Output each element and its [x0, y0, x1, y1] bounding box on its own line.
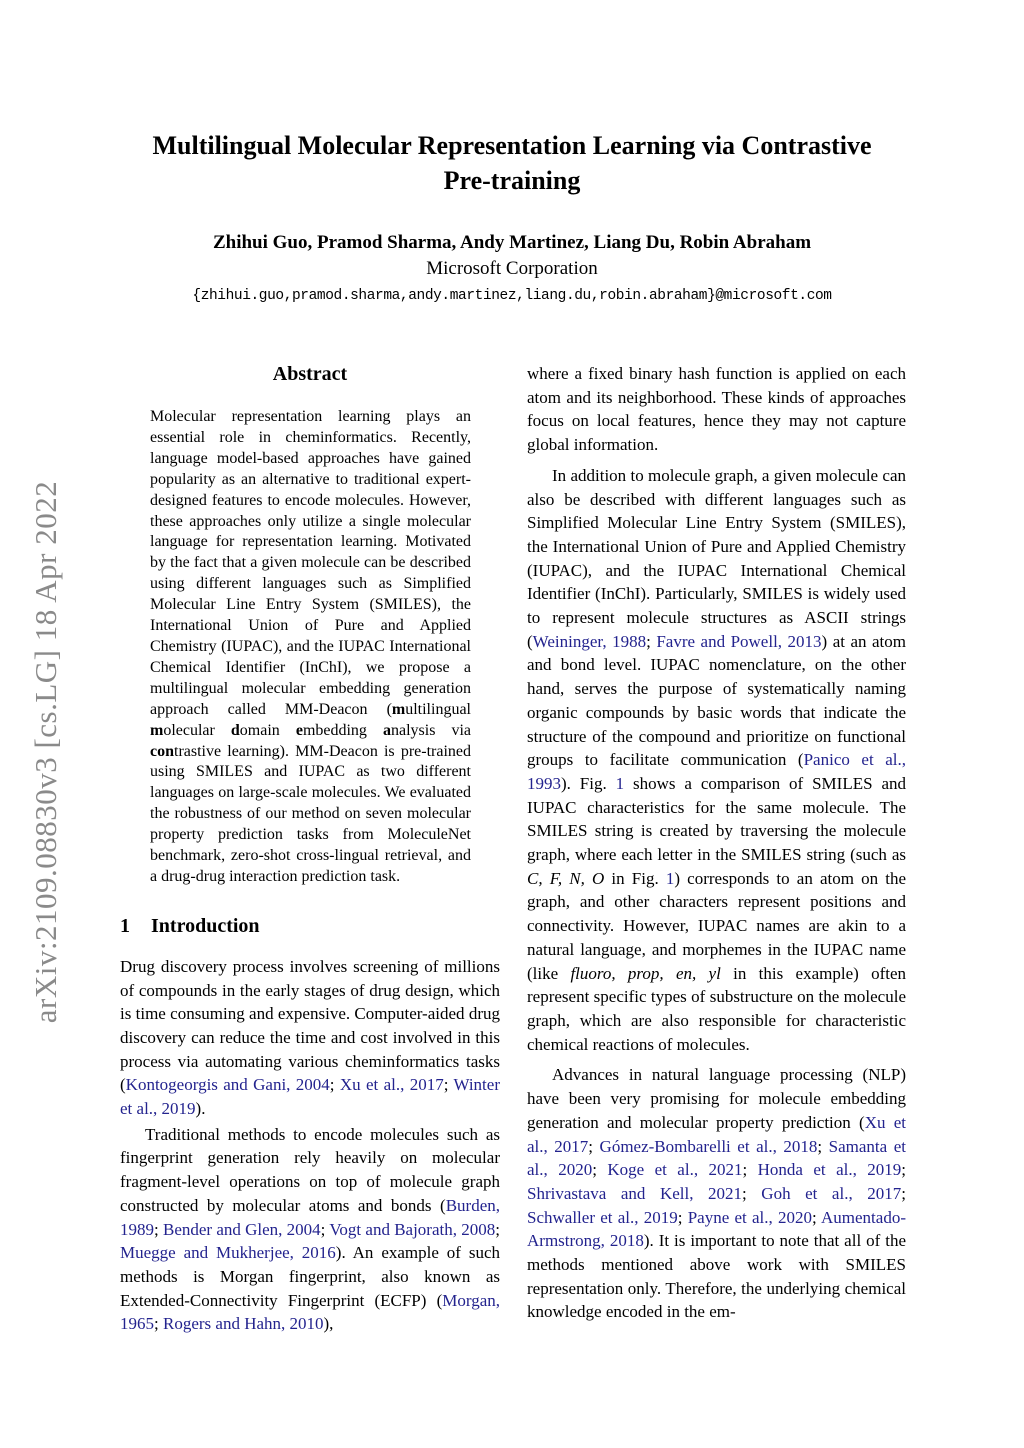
- text-segment: a: [382, 721, 391, 739]
- left-column: [120, 362, 500, 1336]
- citation-link[interactable]: Koge et al., 2021: [607, 1160, 743, 1180]
- text-segment: nalysis via: [390, 721, 471, 739]
- text-segment: ) at an atom and bond level. IUPAC nomenclature, on the other hand, serves the purpose of systematically naming organic compounds by basic words that indicate the structure of the compound and prioritize on functional groups to facilitate communication (: [527, 631, 906, 770]
- text-segment: m: [391, 700, 406, 718]
- text-segment: ;: [320, 1219, 330, 1239]
- paragraph: [527, 362, 906, 457]
- citation-link[interactable]: Kontogeorgis and Gani, 2004: [125, 1075, 330, 1095]
- figure-ref-link[interactable]: 1: [665, 868, 675, 888]
- citation-link[interactable]: Goh et al., 2017: [761, 1183, 902, 1203]
- affiliation-line: Microsoft Corporation: [426, 258, 598, 279]
- email-line: {zhihui.guo,pramod.sharma,andy.martinez,liang.du,robin.abraham}@microsoft.com: [192, 288, 832, 304]
- citation-link[interactable]: Muegge and Mukherjee, 2016: [120, 1243, 336, 1263]
- citation-link[interactable]: Samanta et al., 2020: [527, 1136, 906, 1180]
- text-segment: ),: [323, 1314, 334, 1334]
- text-segment: m: [150, 721, 164, 739]
- text-segment: e: [295, 721, 303, 739]
- citation-link[interactable]: Schwaller et al., 2019: [527, 1207, 678, 1227]
- text-segment: where a fixed binary hash function is applied on each atom and its neighborhood. These kinds of approaches focus on local features, hence they may not capture global information.: [527, 364, 906, 455]
- citation-link[interactable]: Bender and Glen, 2004: [162, 1219, 321, 1239]
- text-segment: in this example) often represent specific types of substructure on the molecule graph, which are also responsible for characteristic chemical reactions of molecules.: [527, 963, 906, 1054]
- paragraph: [120, 1123, 500, 1336]
- citation-link[interactable]: Honda et al., 2019: [757, 1160, 902, 1180]
- section-title: Introduction: [151, 914, 260, 937]
- text-segment: ;: [901, 1160, 906, 1180]
- citation-link[interactable]: Vogt and Bajorath, 2008: [329, 1219, 496, 1239]
- text-segment: Molecular representation learning plays an essential role in cheminformatics. Recently, language model-based approaches have gained popularity as an alternative to traditional expert-designed features to encode molecules. However, these approaches only utilize a single molecular language for representation learning. Motivated by the fact that a given molecule can be described using different languages such as Simplified Molecular Line Entry System (SMILES), the International Union of Pure and Applied Chemistry (IUPAC), and the IUPAC International Chemical Identifier (InChI), we propose a multilingual molecular embedding generation approach called MM-Deacon (: [150, 408, 471, 718]
- text-segment: ). Fig.: [561, 773, 616, 793]
- text-segment: d: [230, 721, 240, 739]
- text-segment: ;: [443, 1075, 454, 1095]
- text-segment: ;: [154, 1314, 163, 1334]
- paragraph: [527, 464, 906, 1057]
- right-column: [527, 362, 906, 1324]
- citation-link[interactable]: Morgan, 1965: [120, 1290, 500, 1334]
- text-segment: Drug discovery process involves screening of millions of compounds in the early stages of drug design, which is time consuming and expensive. Computer-aided drug discovery can reduce the time and cost involved in this process via automating various cheminformatics tasks (: [120, 956, 500, 1095]
- text-segment: omain: [239, 721, 296, 739]
- text-segment: ;: [646, 631, 657, 651]
- paragraph: [527, 1063, 906, 1324]
- text-segment: con: [150, 742, 174, 760]
- text-segment: ;: [742, 1183, 762, 1203]
- citation-link[interactable]: Burden, 1989: [120, 1195, 500, 1239]
- citation-link[interactable]: Payne et al., 2020: [687, 1207, 812, 1227]
- text-segment: Traditional methods to encode molecules such as fingerprint generation rely heavily on molecular fragment-level operations on top of molecule graph constructed by molecular atoms and bonds (: [120, 1124, 500, 1215]
- citation-link[interactable]: Shrivastava and Kell, 2021: [527, 1183, 743, 1203]
- text-segment: trastive learning). MM-Deacon is pre-trained using SMILES and IUPAC as two different languages on large-scale molecules. We evaluated the robustness of our method on seven molecular property prediction tasks from MoleculeNet benchmark, zero-shot cross-lingual retrieval, and a drug-drug interaction prediction task.: [150, 742, 471, 885]
- text-segment: ;: [817, 1136, 829, 1156]
- text-segment: mbedding: [302, 721, 383, 739]
- arxiv-watermark: arXiv:2109.08830v3 [cs.LG] 18 Apr 2022: [28, 480, 63, 1024]
- citation-link[interactable]: Winter et al., 2019: [120, 1075, 500, 1119]
- text-segment: ).: [195, 1099, 206, 1119]
- text-segment: Advances in natural language processing (NLP) have been very promising for molecule embedding generation and molecular property prediction (: [527, 1065, 906, 1132]
- text-segment: ;: [742, 1160, 758, 1180]
- paper-header: [0, 128, 1024, 304]
- citation-link[interactable]: Xu et al., 2017: [339, 1075, 444, 1095]
- citation-link[interactable]: Panico et al., 1993: [527, 750, 907, 793]
- text-segment: fluoro, prop, en, yl: [570, 963, 721, 983]
- abstract-paragraph: [150, 407, 471, 888]
- text-segment: ;: [811, 1207, 822, 1227]
- text-segment: ;: [154, 1219, 163, 1239]
- citation-link[interactable]: Aumentado-Armstrong, 2018: [527, 1207, 906, 1251]
- text-segment: ;: [677, 1207, 688, 1227]
- text-segment: ;: [329, 1075, 340, 1095]
- text-segment: olecular: [163, 721, 231, 739]
- section-number: 1: [120, 914, 130, 937]
- text-segment: ). It is important to note that all of the methods mentioned above work with SMILES representation only. Therefore, the underlying chemical knowledge encoded in the em-: [527, 1231, 906, 1322]
- section-heading-introduction: [120, 915, 500, 938]
- text-segment: In addition to molecule graph, a given molecule can also be described with different languages such as Simplified Molecular Line Entry System (SMILES), the International Union of Pure and Applied Chemistry (IUPAC), and the IUPAC International Chemical Identifier (InChI). Particularly, SMILES is widely used to represent molecule structures as ASCII strings (: [527, 465, 906, 651]
- text-segment: ;: [901, 1183, 906, 1203]
- two-column-body: [120, 362, 906, 1336]
- citation-link[interactable]: Weininger, 1988: [532, 631, 647, 651]
- text-segment: ;: [592, 1160, 608, 1180]
- text-segment: ultilingual: [405, 700, 471, 718]
- citation-link[interactable]: Favre and Powell, 2013: [656, 631, 822, 651]
- citation-link[interactable]: Gómez-Bombarelli et al., 2018: [599, 1136, 818, 1156]
- citation-link[interactable]: Xu et al., 2017: [527, 1112, 907, 1156]
- abstract-heading: Abstract: [272, 363, 348, 385]
- authors-line: Zhihui Guo, Pramod Sharma, Andy Martinez, Liang Du, Robin Abraham: [212, 232, 812, 253]
- citation-link[interactable]: Rogers and Hahn, 2010: [162, 1314, 324, 1334]
- text-segment: in Fig.: [604, 868, 666, 888]
- text-segment: ). An example of such methods is Morgan fingerprint, also known as Extended-Connectivity Fingerprint (ECFP) (: [120, 1243, 500, 1310]
- text-segment: shows a comparison of SMILES and IUPAC characteristics for the same molecule. The SMILES string is created by traversing the molecule graph, where each letter in the SMILES string (such as: [527, 773, 906, 865]
- paragraph: [120, 955, 500, 1121]
- text-segment: C, F, N, O: [527, 868, 605, 888]
- text-segment: ;: [588, 1136, 600, 1156]
- text-segment: ) corresponds to an atom on the graph, and other characters represent positions and connectivity. However, IUPAC names are akin to a natural language, and morphemes in the IUPAC name (like: [527, 868, 906, 983]
- paper-title: Multilingual Molecular Representation Learning via Contrastive Pre-training: [152, 131, 872, 195]
- figure-ref-link[interactable]: 1: [615, 773, 625, 793]
- text-segment: ;: [495, 1219, 500, 1239]
